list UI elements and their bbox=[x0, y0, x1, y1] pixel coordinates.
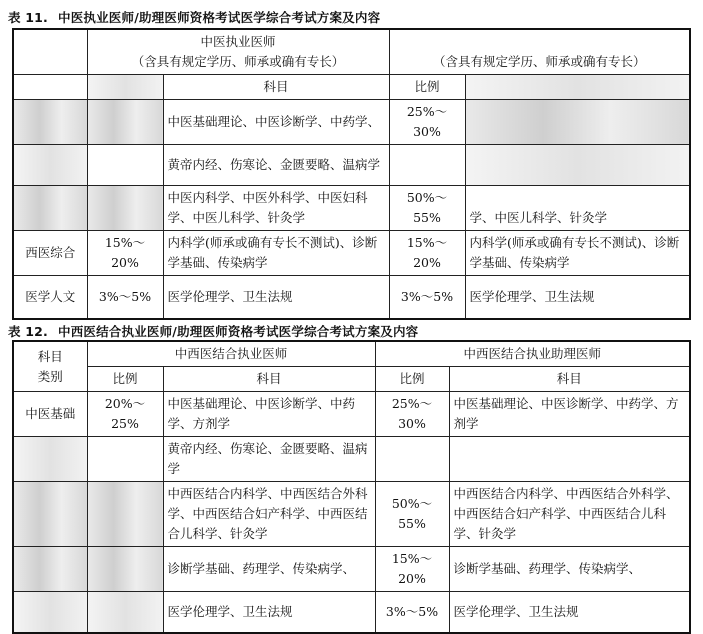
table11-r3-ratio2: 15%～20% bbox=[389, 231, 465, 276]
table12-header-group2: 中西医结合执业助理医师 bbox=[375, 341, 690, 367]
table11-r1-subjects2 bbox=[465, 145, 690, 186]
table12-header-category-line2: 类别 bbox=[37, 368, 63, 384]
table11-caption-number: 表 11. bbox=[8, 10, 48, 25]
table12-r0-ratio1: 20%～25% bbox=[87, 392, 163, 437]
table12-r3-category bbox=[13, 547, 87, 592]
table11-r4-ratio1: 3%～5% bbox=[87, 276, 163, 320]
table12-header-subject2: 科目 bbox=[449, 367, 690, 392]
table-row bbox=[13, 276, 690, 320]
table12-r0-ratio2: 25%～30% bbox=[375, 392, 449, 437]
table11-r0-subjects2 bbox=[465, 100, 690, 145]
table11-r1-ratio1 bbox=[87, 145, 163, 186]
table12-r2-ratio1 bbox=[87, 482, 163, 547]
table-row bbox=[13, 592, 690, 634]
table11-header-group2 bbox=[389, 29, 690, 75]
table11-r2-ratio2: 50%～55% bbox=[389, 186, 465, 231]
table11-header-corner bbox=[13, 29, 87, 75]
table12-r2-subjects2: 中西医结合内科学、中西医结合外科学、中西医结合妇产科学、中西医结合儿科学、针灸学 bbox=[449, 482, 690, 547]
table12-r1-ratio1 bbox=[87, 437, 163, 482]
table11-r2-subjects2: 学、中医儿科学、针灸学 bbox=[465, 186, 690, 231]
table12-r3-subjects2: 诊断学基础、药理学、传染病学、 bbox=[449, 547, 690, 592]
table11-caption-title: 中医执业医师/助理医师资格考试医学综合考试方案及内容 bbox=[58, 10, 381, 25]
table-row bbox=[13, 547, 690, 592]
table12-caption-title: 中西医结合执业医师/助理医师资格考试医学综合考试方案及内容 bbox=[58, 324, 419, 339]
table12-r1-subjects1: 黄帝内经、伤寒论、金匮要略、温病学 bbox=[163, 437, 375, 482]
table11-header-empty bbox=[13, 75, 87, 100]
table12-r2-ratio2: 50%～55% bbox=[375, 482, 449, 547]
table12-r4-subjects1: 医学伦理学、卫生法规 bbox=[163, 592, 375, 634]
table12-r4-ratio2: 3%～5% bbox=[375, 592, 449, 634]
table-row bbox=[13, 100, 690, 145]
table11-r1-subjects1: 黄帝内经、伤寒论、金匮要略、温病学 bbox=[163, 145, 389, 186]
table11-header-row2 bbox=[13, 75, 690, 100]
table11-caption bbox=[8, 8, 380, 26]
table11-r3-subjects1: 内科学(师承或确有专长不测试)、诊断学基础、传染病学 bbox=[163, 231, 389, 276]
table12-r4-ratio1 bbox=[87, 592, 163, 634]
table11-r4-subjects2: 医学伦理学、卫生法规 bbox=[465, 276, 690, 320]
table11-r2-subjects1: 中医内科学、中医外科学、中医妇科学、中医儿科学、针灸学 bbox=[163, 186, 389, 231]
table11-r4-ratio2: 3%～5% bbox=[389, 276, 465, 320]
table11-r0-subjects1: 中医基础理论、中医诊断学、中药学、 bbox=[163, 100, 389, 145]
table12-r1-ratio2 bbox=[375, 437, 449, 482]
table12-r4-subjects2: 医学伦理学、卫生法规 bbox=[449, 592, 690, 634]
table12-caption bbox=[8, 322, 418, 340]
table11-r1-ratio2 bbox=[389, 145, 465, 186]
table12-r2-category bbox=[13, 482, 87, 547]
table11 bbox=[12, 28, 691, 320]
table12-r0-category: 中医基础 bbox=[13, 392, 87, 437]
table12-header-category-line1: 科目 bbox=[37, 348, 63, 364]
table12-header-category bbox=[13, 341, 87, 392]
table12-header-subject1: 科目 bbox=[163, 367, 375, 392]
table12-r0-subjects1: 中医基础理论、中医诊断学、中药学、方剂学 bbox=[163, 392, 375, 437]
table11-r2-ratio1 bbox=[87, 186, 163, 231]
table11-r4-subjects1: 医学伦理学、卫生法规 bbox=[163, 276, 389, 320]
table12-r4-category bbox=[13, 592, 87, 634]
table11-r3-subjects2: 内科学(师承或确有专长不测试)、诊断学基础、传染病学 bbox=[465, 231, 690, 276]
table12-header-row1 bbox=[13, 341, 690, 367]
table-row bbox=[13, 482, 690, 547]
table12-caption-number: 表 12. bbox=[8, 324, 48, 339]
table11-header-blur2 bbox=[465, 75, 690, 100]
table11-group1-title: 中医执业医师 bbox=[200, 34, 276, 49]
table-row bbox=[13, 145, 690, 186]
table11-header-row1 bbox=[13, 29, 690, 75]
table12 bbox=[12, 340, 691, 634]
table11-r0-ratio1 bbox=[87, 100, 163, 145]
table11-r2-category bbox=[13, 186, 87, 231]
table12-r0-subjects2: 中医基础理论、中医诊断学、中药学、方剂学 bbox=[449, 392, 690, 437]
table11-r1-category bbox=[13, 145, 87, 186]
table12-r3-ratio2: 15%～20% bbox=[375, 547, 449, 592]
table12-r3-subjects1: 诊断学基础、药理学、传染病学、 bbox=[163, 547, 375, 592]
table12-r1-subjects2 bbox=[449, 437, 690, 482]
table11-header-subject1: 科目 bbox=[163, 75, 389, 100]
table-row bbox=[13, 392, 690, 437]
table11-header-group1 bbox=[87, 29, 389, 75]
table12-r1-category bbox=[13, 437, 87, 482]
table12-header-ratio1: 比例 bbox=[87, 367, 163, 392]
table12-header-row2 bbox=[13, 367, 690, 392]
table12-header-ratio2: 比例 bbox=[375, 367, 449, 392]
table11-r0-ratio2: 25%～30% bbox=[389, 100, 465, 145]
table-row bbox=[13, 231, 690, 276]
table11-group1-subtitle: （含具有规定学历、师承或确有专长） bbox=[131, 54, 345, 69]
table11-r3-ratio1: 15%～20% bbox=[87, 231, 163, 276]
table-row bbox=[13, 186, 690, 231]
table-row bbox=[13, 437, 690, 482]
table12-r3-ratio1 bbox=[87, 547, 163, 592]
table11-group2-subtitle: （含具有规定学历、师承或确有专长） bbox=[433, 54, 646, 69]
table12-header-group1: 中西医结合执业医师 bbox=[87, 341, 375, 367]
table11-r0-category bbox=[13, 100, 87, 145]
table12-r2-subjects1: 中西医结合内科学、中西医结合外科学、中西医结合妇产科学、中西医结合儿科学、针灸学 bbox=[163, 482, 375, 547]
table11-r3-category: 西医综合 bbox=[13, 231, 87, 276]
table11-r4-category: 医学人文 bbox=[13, 276, 87, 320]
table11-header-ratio2: 比例 bbox=[389, 75, 465, 100]
table11-header-blur bbox=[87, 75, 163, 100]
